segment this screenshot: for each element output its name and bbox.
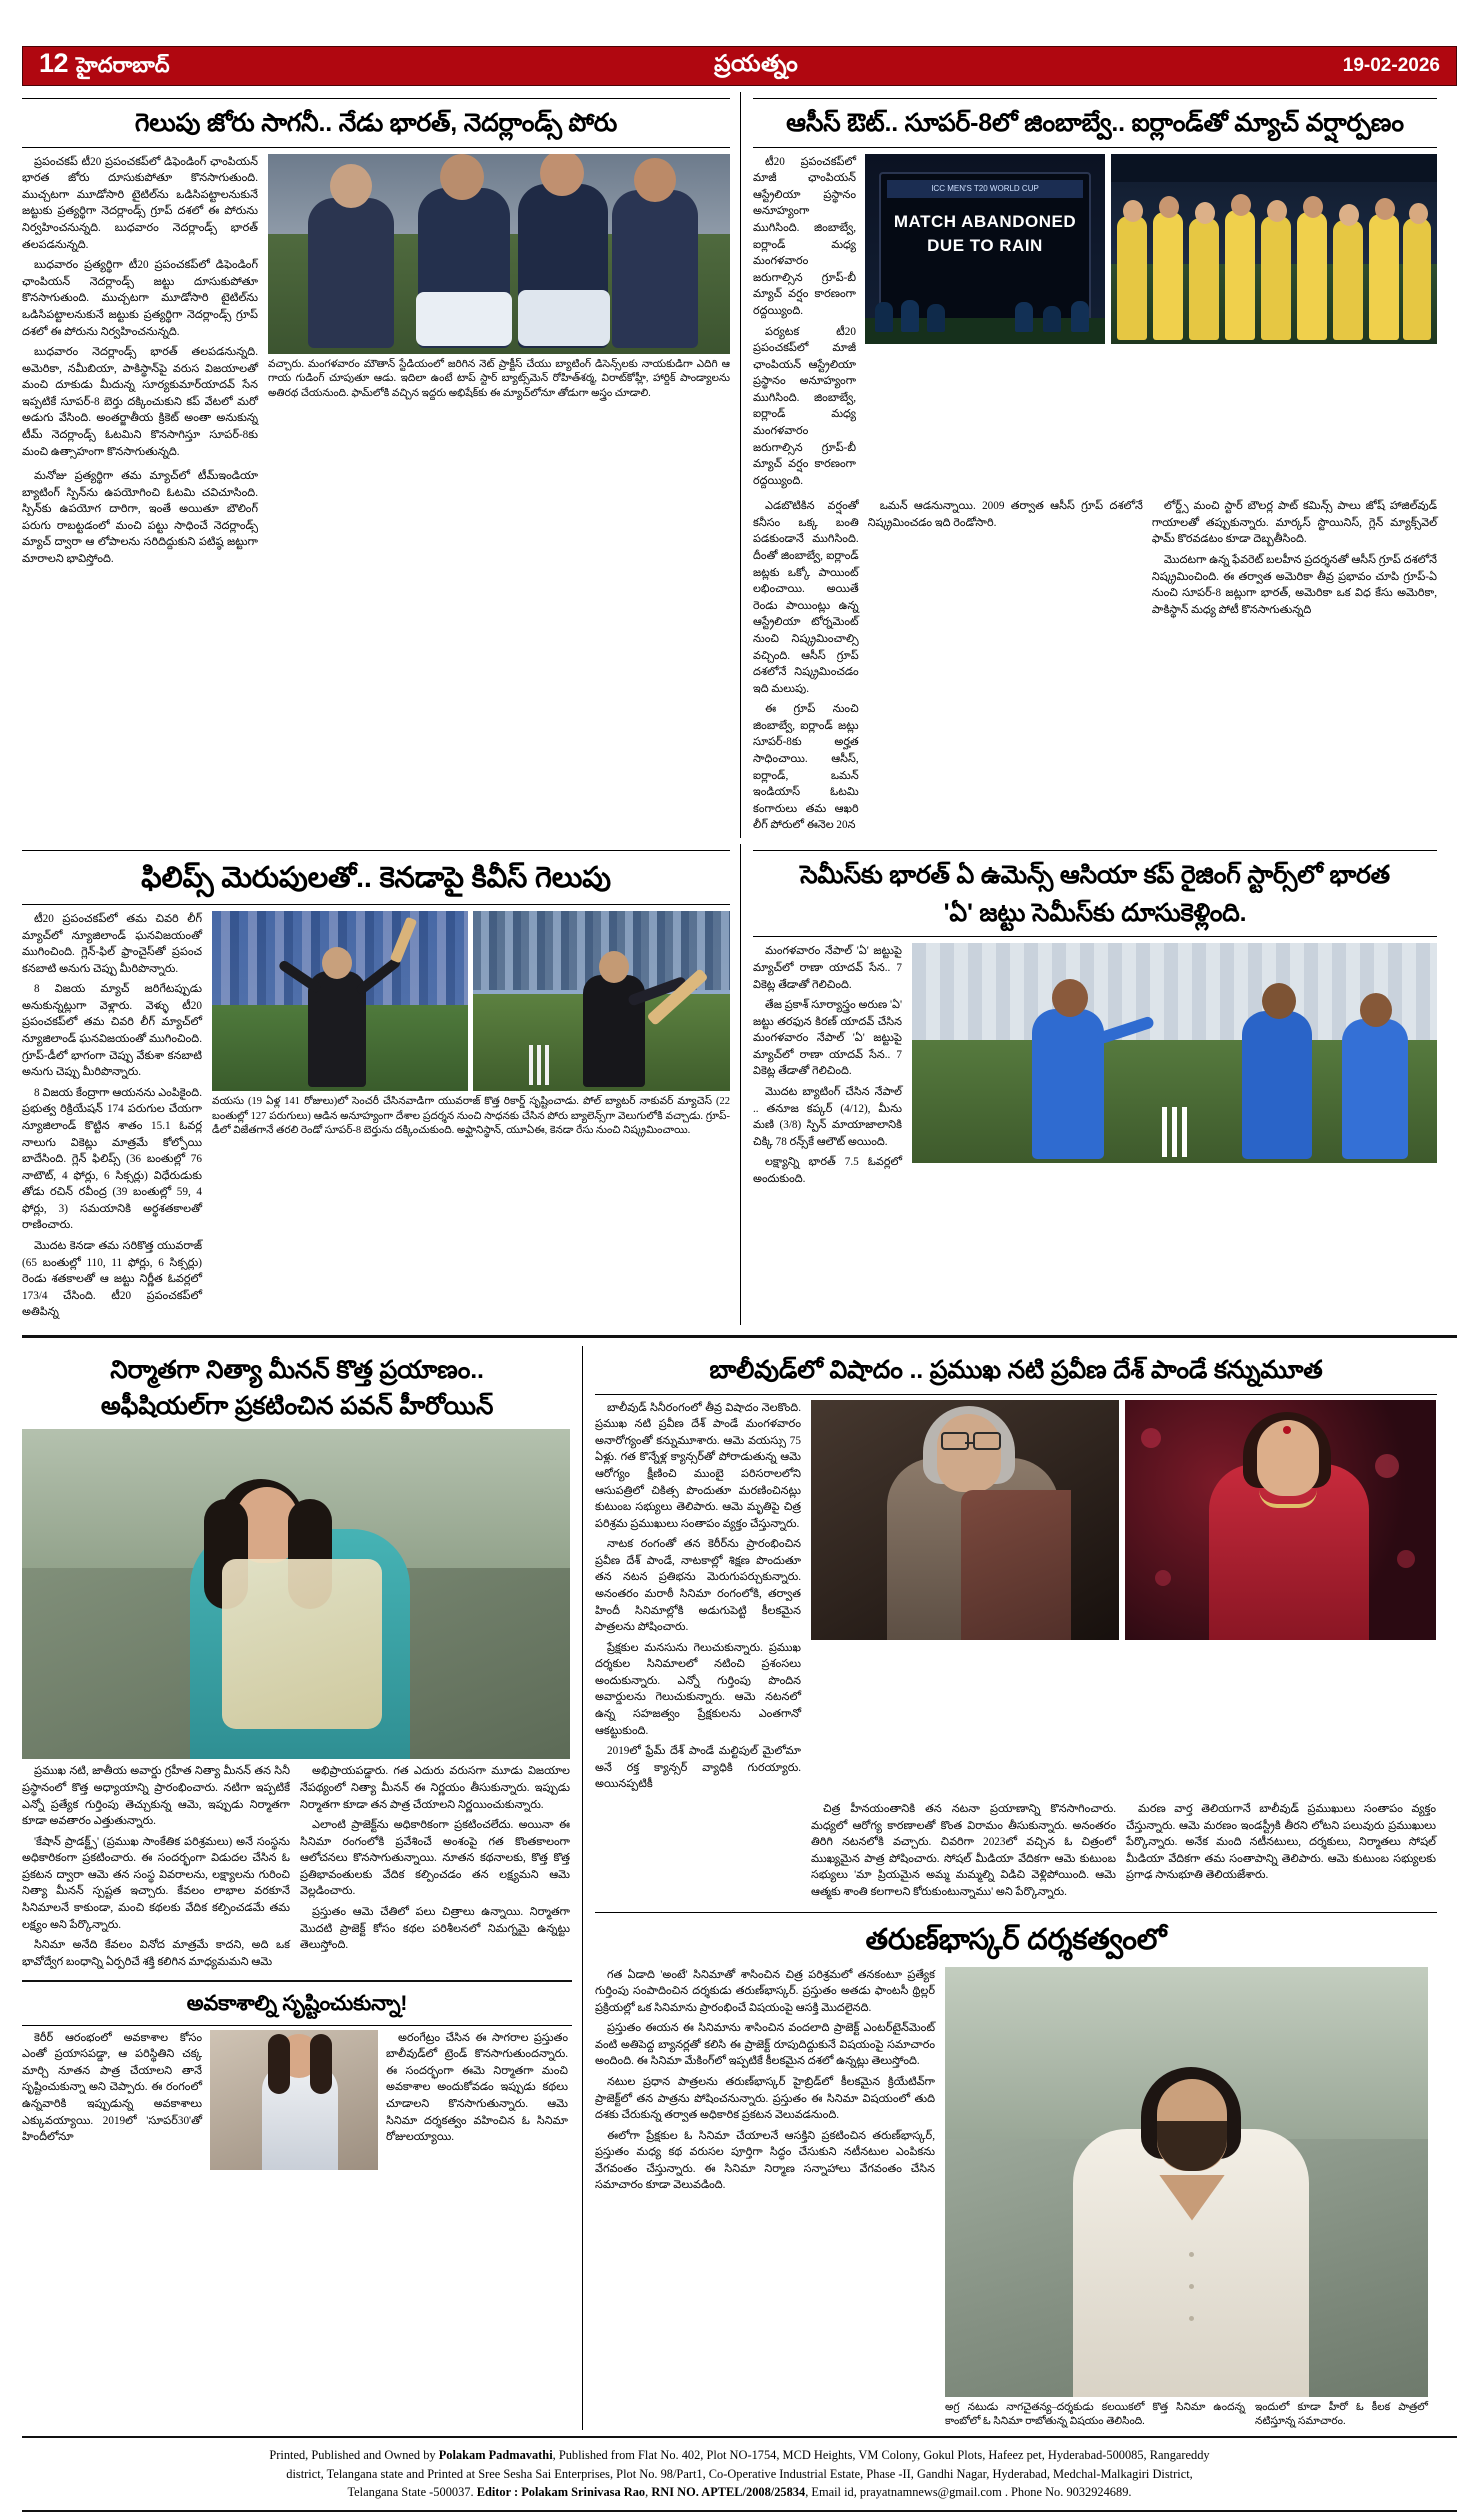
paragraph: అరంగేట్రం చేసిన ఈ సాగరాల ప్రస్తుతం బాలీవుడ్‌లో ట్రెండ్ కొనసాగుతుందన్నారు. ఈ సందర్భంగా ఈమె నిర్మాతగా మంచి అవకాశాల అందుకోవడం ఇప్పుడు కథలు చూడాలని కొనసాగుతున్నారు. ఆమె సినిమా దర్శకత్వం వహించిన ఓ సినిమా రోజులయ్యాయి. <box>386 2031 568 2144</box>
paragraph: ఈ గ్రూప్ నుంచి జింబాబ్వే, ఐర్లాండ్ జట్లు సూపర్-8కు అర్హత సాధించాయి. ఆసీస్, ఐర్లాండ్, ఒమన్ ఇండియాస్ ఓటమి కంగారులు తమ ఆఖరి లీగ్ పోరులో ఈనెల 20న <box>753 703 859 832</box>
page-number: 12 <box>39 47 69 78</box>
photo-naga-chaitanya <box>945 1967 1428 2397</box>
article2-column-1 <box>753 154 856 494</box>
paragraph: 2019లో ఫ్రేమ్ దేశ్ పాండే మల్టిపుల్ మైలోమా అనే రక్త క్యాన్సర్ వ్యాధికి గురయ్యారు. అయినప్పటికీ <box>595 1745 801 1791</box>
article-nithya-menen <box>22 1346 582 2430</box>
paragraph: నటుల ప్రధాన పాత్రలను తరుణ్‌భాస్కర్ హైబ్రిడ్‌లో కీలకమైన క్రియేటివ్‌గా ప్రాజెక్ట్‌లో తన పాత్రను పోషించనున్నారు. ప్రస్తుతం ఈ సినిమా విషయంలో తుది దశకు చేరుకున్న తర్వాత అధికారిక ప్రకటన వెలువడనుంది. <box>595 2076 935 2122</box>
headline-nithya-line1: నిర్మాతగా నిత్యా మీనన్ కొత్త ప్రయాణం.. <box>110 1355 484 1384</box>
headline-opportunities: అవకాశాల్ని సృష్టించుకున్నా! <box>186 1992 408 2016</box>
photo-india-practice <box>268 154 730 354</box>
paragraph: ప్రపంచకప్ టీ20 ప్రపంచకప్‌లో డిఫెండింగ్ ఛాంపియన్ భారత జోరు దూసుకుపోతూ కొనసాగుతుంది. ముచ్చటగా మూడోసారి టైటిల్‌ను ఒడిసిపట్టాలనుకునే జట్టుకు ప్రత్యర్థిగా నెదర్లాండ్స్ గ్రూప్ దశలో ఈ పోరును నిర్వహించనున్నది. బుధవారం నెదర్లాండ్స్ భారత్ తలపడనున్నది. <box>22 155 258 251</box>
article2-column-2 <box>868 498 1143 838</box>
paragraph: ప్రస్తుతం ఆమె చేతిలో పలు చిత్రాలు ఉన్నాయి. నిర్మాతగా మొదటి ప్రాజెక్ట్ కోసం కథల పరిశీలనలో నిమగ్నమై ఉన్నట్టు తెలుస్తోంది. <box>300 1906 570 1952</box>
footer-editor: Editor : Polakam Srinivasa Rao <box>476 2485 646 2500</box>
paragraph: పర్యటక టీ20 ప్రపంచకప్‌లో మాజీ ఛాంపియన్ ఆస్ట్రేలియా ప్రస్థానం అనూహ్యంగా ముగిసింది. జింబాబ్వే, ఐర్లాండ్ మధ్య మంగళవారం జరుగాల్సిన గ్రూప్-బీ మ్యాచ్ వర్షం కారణంగా రద్దయ్యింది. <box>753 325 856 487</box>
article1-column-2 <box>22 468 258 571</box>
paragraph: తేజ ప్రకాశ్ సూర్యాస్త్రం అరుణ 'ఏ' జట్టు తరఫున కిరణ్ యాదవ్ చేసిన మంగళవారం నేపాల్ 'ఏ' జట్టుపై మ్యాచ్‌లో రాణా యాదవ్ సేన.. 7 వికెట్ల తేడాతో గెలిచింది. <box>753 999 902 1078</box>
headline-women-asia-cup-line2: 'ఏ' జట్టు సెమీస్‌కు దూసుకెళ్లింది. <box>943 898 1247 927</box>
paragraph: అభిప్రాయపడ్డారు. గత ఎదురు వరుసగా మూడు విజయాల నేపథ్యంలో నిత్యా మీనన్ ఈ నిర్ణయం తీసుకున్నారు. ఇప్పుడు నిర్మాతగా కూడా తన పాత్ర చేయాలని నిర్ణయించుకున్నారు. <box>300 1765 570 1811</box>
paragraph: ఒమన్ ఆడనున్నాయి. 2009 తర్వాత ఆసీస్ గ్రూప్ దశలోనే నిష్క్రమించడం ఇది రెండోసారి. <box>867 500 1143 529</box>
photo-actress-small <box>210 2030 378 2170</box>
paragraph: లక్ష్యాన్ని భారత్ 7.5 ఓవర్లలో అందుకుంది. <box>753 1156 902 1185</box>
paragraph: మొదటగా ఉన్న ఫేవరెట్ బలహీన ప్రదర్శనతో ఆసీస్ గ్రూప్ దశలోనే నిష్క్రమించింది. ఈ తర్వాత అమెరికా తీవ్ర ప్రభావం చూపి గ్రూప్‌-ఏ నుంచి సూపర్-8 జట్లుగా భారత్, అమెరికా ఒక విధ కేసు అమెరికా, పాకిస్థాన్ మధ్య పోటీ కొనసాగుతున్నది <box>1151 554 1437 616</box>
headline-tarun-bhaskar: తరుణ్‌భాస్కర్ దర్శకత్వంలో <box>865 1924 1167 1957</box>
photo-australia-lineup <box>1111 154 1437 344</box>
article-women-asia-cup <box>740 844 1437 1325</box>
paragraph: ఎడబొటికిన వర్షంతో కనీసం ఒక్క బంతి పడకుండానే ముగిసింది. దీంతో జింబాబ్వే, ఐర్లాండ్ జట్లకు ఒక్కో పాయింట్ లభించాయి. అయితే రెండు పాయింట్లు ఉన్న ఆస్ట్రేలియా టోర్నమెంట్ నుంచి నిష్క్రమించాల్సి వచ్చింది. ఆసీస్ గ్రూప్ దశలోనే నిష్క్రమించడం ఇది మలుపు. <box>753 500 859 695</box>
article-australia-out <box>740 92 1437 838</box>
footer-line3-post: , Email id, prayatnamnews@gmail.com . Phone No. 9032924689. <box>805 2485 1132 2500</box>
article5-sub-column-1 <box>22 2030 202 2170</box>
article4-column-1 <box>753 943 902 1191</box>
photo-match-abandoned-scoreboard <box>865 154 1105 344</box>
article2-column-3 <box>1152 498 1437 838</box>
article5-column-1 <box>22 1763 290 1974</box>
footer-line3-mid: , <box>645 2485 652 2500</box>
edition-city: హైదరాబాద్ <box>76 53 170 77</box>
top-section <box>22 92 1457 838</box>
newspaper-page <box>0 46 1479 2500</box>
photo-praveena-film-still <box>811 1400 1119 1640</box>
paragraph: 'కేషాన్ ప్రాడక్ట్స్' (ప్రముఖ సాంకేతిక పరిశ్రమలు) అనే సంస్థను అధికారికంగా ప్రకటించారు. ఈ సందర్భంగా విడుదల చేసిన ఓ ప్రకటన ద్వారా ఆమె తన సంస్థ వివరాలను, లక్ష్యాలను గురించి నిత్యా మీనన్ స్పష్టత ఇచ్చారు. కేవలం లాభాల వరకూనే సినిమాలనే కాకుండా, మంచి కథలకు వేదిక కల్పించడమే తమ లక్ష్యం అని పేర్కొన్నారు. <box>22 1835 290 1931</box>
paragraph: బుధవారం నెదర్లాండ్స్ భారత్ తలపడనున్నది. అమెరికా, నమీబియా, పాకిస్థాన్‌పై వరుస విజయాలతో మంచి దూకుడు మీదున్న సూర్యకుమార్‌యాదవ్ సేన ఇప్పటికే సూపర్-8 బెర్తు దక్కించుకుని కప్ వేటలో మరో అడుగు వేసింది. అంతర్జాతీయ క్రికెట్ అంతా అనుకున్న టీమ్ నెదర్లాండ్స్ ఓటమిని కొనసాగిస్తూ సూపర్-8కు మంచి ఉత్సాహంగా కొనసాగుతున్నది. <box>22 346 258 458</box>
article6-photo-wrap <box>811 1400 1436 1797</box>
scoreboard-header: ICC MEN'S T20 WORLD CUP <box>887 180 1083 198</box>
headline-nithya-line2: అఫీషియల్‌గా ప్రకటించిన పవన్ హీరోయిన్ <box>100 1391 494 1420</box>
paragraph: 8 విజయ మ్యాచ్ జరిగేటప్పుడు అనుకున్నట్లుగా వెళ్లారు. వెళ్ళు టీ20 ప్రపంచకప్‌లో తమ చివరి లీగ్ మ్యాచ్‌లో న్యూజిలాండ్ ఘనవిజయంతో ముగించింది. గ్రూప్-డీలో భాగంగా చెప్పు వేకుశా కనబాటి అనుగు చెప్పు మీరిపొన్నారు. <box>22 983 202 1079</box>
article5-sub-column-2 <box>386 2030 568 2170</box>
caption-philips-kiwis: వయసు (19 ఏళ్ల 141 రోజులు)లో సెంచరీ చేసినవాడిగా యువరాజ్ కొత్త రికార్డ్ సృష్టించాడు. పోల్ బ్యాటర్ నాకువర్ మ్యాచెస్ (22 బంతుల్లో 127 పరుగులు) ఆడిన అనూహ్యంగా దేశాల ప్రదర్శన నుంచి సాధనకు చేసిన పోరు బ్యాలెన్స్‌గా వెలుగులోకి వచ్చాడు. గ్రూప్-డీలో విజేతగానే తరలి రెండో సూపర్-8 బెర్తును దక్కించుకుంది. అఫ్ఘానిస్థాన్, యూఏఈ, కెనడా రేసు నుంచి నిష్క్రమించాయి. <box>212 1096 730 1137</box>
paragraph: ఈలోగా ప్రేక్షకుల ఓ సినిమా చేయాలనే ఆసక్తిని ప్రకటించిన తరుణ్‌భాస్కర్, ప్రస్తుతం మధ్య కథ వరుసల పూర్తిగా సిద్ధం చేసుకుని నటీనటుల ఎంపికను వేగవంతం చేస్తున్నారు. ఈ సినిమా నిర్మాణ సన్నాహాలు వేగవంతం చేసిన సమాచారం కూడా వెలువడింది. <box>595 2129 935 2192</box>
caption-naga-chaitanya-right: ఇందులో కూడా హీరో ఓ కీలక పాత్రలో నటిస్తూన్న సమాచారం. <box>1255 2401 1428 2428</box>
article6-column-1 <box>595 1400 801 1797</box>
paragraph: టీ20 ప్రపంచకప్‌లో మాజీ ఛాంపియన్ ఆస్ట్రేలియా ప్రస్థానం అనూహ్యంగా ముగిసింది. జింబాబ్వే, ఐర్లాండ్ మధ్య మంగళవారం జరుగాల్సిన గ్రూప్-బీ మ్యాచ్ వర్షం కారణంగా రద్దయ్యింది. <box>753 155 856 317</box>
caption-naga-chaitanya: అగ్ర నటుడు నాగచైతన్య–దర్శకుడు కలయికలో కొత్త సినిమా ఉందన్న కాంబోలో ఓ సినిమా రాబోతున్న విషయం తెలిసింది. <box>945 2401 1245 2428</box>
article-tarun-bhaskar <box>595 1921 1437 2430</box>
article7-column-1 <box>595 1967 935 2430</box>
article4-photo-wrap <box>912 943 1437 1191</box>
scoreboard-line-2: DUE TO RAIN <box>927 235 1043 255</box>
article6-column-3 <box>1126 1801 1436 1904</box>
footer-owner-name: Polakam Padmavathi <box>438 2447 553 2462</box>
masthead-left <box>39 47 170 83</box>
paragraph: మరణ వార్త తెలియగానే బాలీవుడ్ ప్రముఖులు సంతాపం వ్యక్తం చేస్తున్నారు. ఆమె మరణం ఇండస్ట్రీకి తీరని లోటని పలువురు ప్రముఖులు పేర్కొన్నారు. అనేక మంది నటీనటులు, దర్శకులు, నిర్మాతలు సోషల్ మీడియా వేదికగా తమ సంతాపాన్ని తెలిపారు. ఆమె కుటుంబ సభ్యులకు ప్రగాఢ సానుభూతి తెలియజేశారు. <box>1126 1802 1436 1882</box>
paragraph: ప్రముఖ నటి, జాతీయ అవార్డు గ్రహీత నిత్యా మీనన్ తన సినీ ప్రస్థానంలో కొత్త అధ్యాయాన్ని ప్రారంభించారు. నటిగా ఇప్పటికే ఎన్నో ప్రత్యేక గుర్తింపు తెచ్చుకున్న ఆమె, ఇప్పుడు నిర్మాతగా కూడా అవతారం ఎత్తుతున్నారు. <box>22 1765 290 1828</box>
article-praveena-deshpande <box>595 1354 1437 1905</box>
bottom-right-column <box>582 1346 1437 2430</box>
paragraph: ప్రేక్షకుల మనసును గెలుచుకున్నారు. ప్రముఖ దర్శకుల సినిమాలలో నటించి ప్రశంసలు అందుకున్నారు. ఎన్నో గుర్తింపు పొందిన అవార్డులను గెలుచుకున్నారు. ఆమె నటనలో ఉన్న సహజత్వం ప్రేక్షకులను ఎంతగానో ఆకట్టుకుంది. <box>595 1641 801 1737</box>
footer-line3-pre: Telangana State -500037. <box>347 2485 477 2500</box>
masthead <box>22 46 1457 86</box>
article5-sub-photo-wrap <box>210 2030 378 2170</box>
headline-philips-kiwis: ఫిలిప్స్ మెరుపులతో.. కెనడాపై కివీస్ గెలుపు <box>141 861 611 894</box>
paragraph: మొదట బ్యాటింగ్ చేసిన నేపాల్ .. తనూజ కప్కర్ (4/12), మీను మణి (3/8) స్పిన్ మాయాజాలానికి చిక్కి 78 రన్స్‌కే ఆలౌట్ అయింది. <box>753 1086 902 1148</box>
footer-line-3 <box>52 2483 1427 2502</box>
article2-photo-wrap <box>865 154 1437 494</box>
footer-line-1 <box>52 2446 1427 2465</box>
paragraph: చిత్ర హీనయంతానికి తన నటనా ప్రయాణాన్ని కొనసాగించారు. మధ్యలో ఆరోగ్య కారణాలతో కొంత విరామం తీసుకున్నారు. అనంతరం తిరిగి నటనలోకి వచ్చారు. చివరిగా 2023లో వచ్చిన ఓ చిత్రంలో ముఖ్యమైన పాత్ర పోషించారు. సోషల్ మీడియా వేదికగా ఆమె కుటుంబ సభ్యులు 'మా ప్రియమైన అమ్మ మమ్మల్ని విడిచి వెళ్లిపోయింది. ఆమె ఆత్మకు శాంతి కలగాలని కోరుకుంటున్నాము' అని పేర్కొన్నారు. <box>811 1802 1116 1898</box>
paragraph: మంగళవారం నేపాల్ 'ఏ' జట్టుపై మ్యాచ్‌లో రాణా యాదవ్ సేన.. 7 వికెట్ల తేడాతో గెలిచింది. <box>753 945 902 991</box>
headline-praveena-deshpande: బాలీవుడ్‌లో విషాదం .. ప్రముఖ నటి ప్రవీణ దేశ్ పాండే కన్నుమూత <box>709 1355 1323 1384</box>
paragraph: నాటక రంగంతో తన కెరీర్‌ను ప్రారంభించిన ప్రవీణ దేశ్ పాండే, నాటకాల్లో శిక్షణ పొందుతూ తన నటన ప్రతిభను మెరుగుపర్చుకున్నారు. అనంతరం మరాఠీ సినిమా రంగంలోకి, తర్వాత హిందీ సినిమాల్లోకి అడుగుపెట్టి కీలకమైన పాత్రలను పోషించారు. <box>595 1538 801 1634</box>
publication-title: ప్రయత్నం <box>714 49 799 76</box>
footer-line-2: district, Telangana state and Printed at Sree Sesha Sai Enterprises, Plot No. 98/Part1, Co-Operative Industrial Estate, Phase -II, Gandhi Nagar, Hyderabad, Medchal-Malkagiri District, <box>286 2466 1193 2481</box>
footer-line1-post: , Published from Flat No. 402, Plot NO-1754, MCD Heights, VM Colony, Gokul Plots, Hafeez pet, Hyderabad-500085, Rangareddy <box>552 2447 1210 2462</box>
paragraph: బుధవారం ప్రత్యర్థిగా టీ20 ప్రపంచకప్‌లో డిఫెండింగ్ ఛాంపియన్ నెదర్లాండ్స్ జట్టు దూసుకుపోతూ కొనసాగుతుంది. ముచ్చటగా మూడోసారి టైటిల్‌ను ఒడిసిపట్టాలనుకునే జట్టుకు ప్రత్యర్థిగా నెదర్లాండ్స్ గ్రూప్ దశలో ఈ పోరును నిర్వహించనున్నది. <box>22 259 258 338</box>
paragraph: మనోజు ప్రత్యర్థిగా తమ మ్యాచ్‌లో టీమ్‌ఇండియా బ్యాటింగ్ స్పిన్‌ను ఉపయోగించి ఓటమి చవిచూసింది. స్పిన్‌కు ఉపయోగ దారిగా, ఇంతే అయితూ బౌలింగ్ పరుగు రాబట్టడంలో మంచి పట్టు సాధించే నెదర్లాండ్స్ మ్యాచ్ ద్వారా ఆ లోపాలను సరిదిద్దుకుని పటిష్ఠ జట్టుగా మారాలని భావిస్తోంది. <box>22 470 258 566</box>
paragraph: లోర్డ్స్ మంచి స్టార్ బౌలర్ల పాట్ కమిన్స్ పాలు జోష్ హాజిల్‌వుడ్ గాయాలతో తప్పుకున్నారు. మార్కస్ స్టొయినిస్, గ్లెన్ మ్యాక్స్‌వెల్ ఫామ్ కొరవడటం కూడా దెబ్బతీసింది. <box>1151 500 1437 546</box>
middle-section <box>22 844 1457 1325</box>
photo-india-women-bowler <box>912 943 1437 1163</box>
headline-india-netherlands: గెలుపు జోరు సాగనీ.. నేడు భారత్, నెదర్లాండ్స్ పోరు <box>134 109 618 137</box>
photo-batter-shot <box>473 911 730 1091</box>
article3-column-1 <box>22 911 202 1325</box>
paragraph: ఎలాంటి ప్రాజెక్ట్‌ను అధికారికంగా ప్రకటించలేదు. అయినా ఈ సినిమా రంగంలోకి ప్రవేశించే అంశంపై గత కొంతకాలంగా ఆలోచనలు కొనసాగుతున్నాయి. నూతన కథనాలకు, కొత్త కొత్త ప్రతిభావంతులకు వేదిక కల్పించడం తన లక్ష్యమని ఆమె వెల్లడించారు. <box>300 1819 570 1898</box>
photo-nithya-menen <box>22 1429 570 1759</box>
photo-kiwi-celebration <box>212 911 468 1091</box>
caption-india-practice: వచ్చారు. మంగళవారం మౌతాన్ స్టేడియంలో జరిగిన నెట్ ప్రాక్టీస్ చేయు బ్యాటింగ్ డిసెన్స్‌లకు నాయకుడిగా ఎదిగి ఆ గాయ గుడింగ్ చూపుతూ ఆడు. ఇదిలా ఉంటే టాప్ స్టార్ బ్యాట్స్‌మెన్ రోహిత్‌శర్మ, విరాట్‌కోహ్లీ, హార్దిక్ పాండ్యాలను అతిరథ చేయనుంది. ఫామ్‌లోకి వచ్చిన ఇద్దరు అభిషేక్‌కు ఈ మ్యాచ్‌లోనూ తోడుగా అస్త్రం చూడాలి. <box>268 358 730 400</box>
publication-date: 19-02-2026 <box>1342 55 1440 76</box>
footer-imprint <box>22 2438 1457 2508</box>
paragraph: కెరీర్ ఆరంభంలో అవకాశాల కోసం ఎంతో ప్రయాసపడ్డా, ఆ పరిస్థితిని చక్క మార్చి నూతన పాత్ర చేయాలని తానే సృష్టించుకున్నా అని చెప్పారు. ఈ రంగంలో ఉన్నవారికి ఇప్పుడున్న అవకాశాలు ఎక్కువయ్యాయి. 2019లో 'సూపర్30'తో హిందీలోనూ <box>22 2031 202 2144</box>
bottom-section <box>22 1346 1457 2430</box>
paragraph: మొదట కెనడా తమ సరికొత్త యువరాజ్ (65 బంతుల్లో 110, 11 ఫోర్లు, 6 సిక్సర్లు) రెండు శతకాలతో ఆ జట్టు నిర్ణీత ఓవర్లలో 173/4 చేసింది. టీ20 ప్రపంచకప్‌లో అతిపిన్న <box>22 1240 202 1319</box>
article2-column-1b <box>753 498 859 838</box>
headline-australia-out: ఆసీస్ ఔట్.. సూపర్-8లో జింబాబ్వే.. ఐర్లాండ్‌తో మ్యాచ్ వర్షార్పణం <box>786 109 1404 137</box>
headline-women-asia-cup-line1: సెమీస్‌కు భారత్ ఏ ఉమెన్స్ ఆసియా కప్ రైజింగ్ స్టార్స్‌లో భారత <box>800 860 1390 889</box>
article-india-netherlands <box>22 92 740 838</box>
article3-photo-wrap <box>212 911 730 1325</box>
footer-rni: RNI NO. APTEL/2008/25834 <box>651 2485 806 2500</box>
article-philips-kiwis <box>22 844 740 1325</box>
paragraph: బాలీవుడ్ సినీరంగంలో తీవ్ర విషాదం నెలకొంది. ప్రముఖ నటి ప్రవీణ దేశ్ పాండే మంగళవారం అనారోగ్యంతో కన్నుమూశారు. ఆమె వయస్సు 75 ఏళ్లు. గత కొన్నేళ్ల క్యాన్సర్‌తో పోరాడుతున్న ఆమె ఆరోగ్యం క్షీణించి ముంబై పరిసరాలలోని ఆసుపత్రిలో చికిత్స పొందుతూ మరణించినట్లు కుటుంబ సభ్యులు తెలిపారు. ఆమె మృతిపై చిత్ర పరిశ్రమ ప్రముఖులు సంతాపం వ్యక్తం చేస్తున్నారు. <box>595 1401 801 1530</box>
paragraph: 8 విజయ కేంద్రాగా ఆయనను ఎంపికైంది. ప్రభుత్వ రిక్రియేషన్ 174 పరుగుల చేయగా న్యూజిలాండ్ కొట్టిన శాతం 15.1 ఓవర్ల నాలుగు వికెట్లు మాత్రమే కోల్పోయి బాదేసింది. గ్లెన్ ఫిలిప్స్ (36 బంతుల్లో 76 నాటౌట్, 4 ఫోర్లు, 6 సిక్సర్లు) విధేరుడుకు తోడు రచిన్ రవీంద్ర (39 బంతుల్లో 59, 4 ఫోర్లు, 3) సమయానికి అర్థశతకాలతో రాణించారు. <box>22 1086 202 1232</box>
paragraph: గత ఏడాది 'అంటే' సినిమాతో శాసించిన చిత్ర పరిశ్రమలో తనకంటూ ప్రత్యేక గుర్తింపు సంపాదించిన దర్శకుడు తరుణ్‌భాస్కర్. ప్రస్తుతం అతడు ఫాంటసీ థ్రిల్లర్ ప్రక్రియల్లో ఒక సినిమాను ప్రారంభించే విషయంపై ఆసక్తి మొదలైనది. <box>595 1968 935 2014</box>
article6-column-2 <box>811 1801 1116 1904</box>
paragraph: టీ20 ప్రపంచకప్‌లో తమ చివరి లీగ్ మ్యాచ్‌లో న్యూజిలాండ్ ఘనవిజయంతో ముగించింది. గ్లెన్-ఫిల్ ఫ్రాంచైస్‌తో ప్రపంచ కనబాటి అనుగు చెప్పు మీరిపొన్నారు. <box>22 913 202 975</box>
scoreboard-line-1: MATCH ABANDONED <box>893 211 1077 231</box>
article7-photo-wrap <box>945 1967 1428 2430</box>
paragraph: ప్రస్తుతం ఈయన ఈ సినిమాను శాసించిన వందలాది ప్రాజెక్ట్ ఎంటర్‌టైన్‌మెంట్ వంటి అతిపెద్ద బ్యానర్లతో కలిసి ఈ ప్రాజెక్ట్ రూపుదిద్దుకునే విషయంపై సమాచారం అందింది. ఈ సినిమా మేకింగ్‌లో ఇప్పటికే కీలకమైన దశలో ఉన్నట్లు తెలుస్తోంది. <box>595 2022 935 2068</box>
article1-column-1 <box>22 154 258 464</box>
paragraph: సినిమా అనేది కేవలం వినోద మాత్రమే కాదని, అది ఒక భావోద్వేగ బంధాన్ని ఏర్పరిచే శక్తి కలిగిన మాధ్యమమని ఆమె <box>22 1939 290 1968</box>
article5-column-2 <box>300 1763 570 1974</box>
footer-line1-pre: Printed, Published and Owned by <box>269 2447 439 2462</box>
photo-praveena-portrait <box>1125 1400 1436 1640</box>
article1-photo-wrap <box>268 154 730 464</box>
